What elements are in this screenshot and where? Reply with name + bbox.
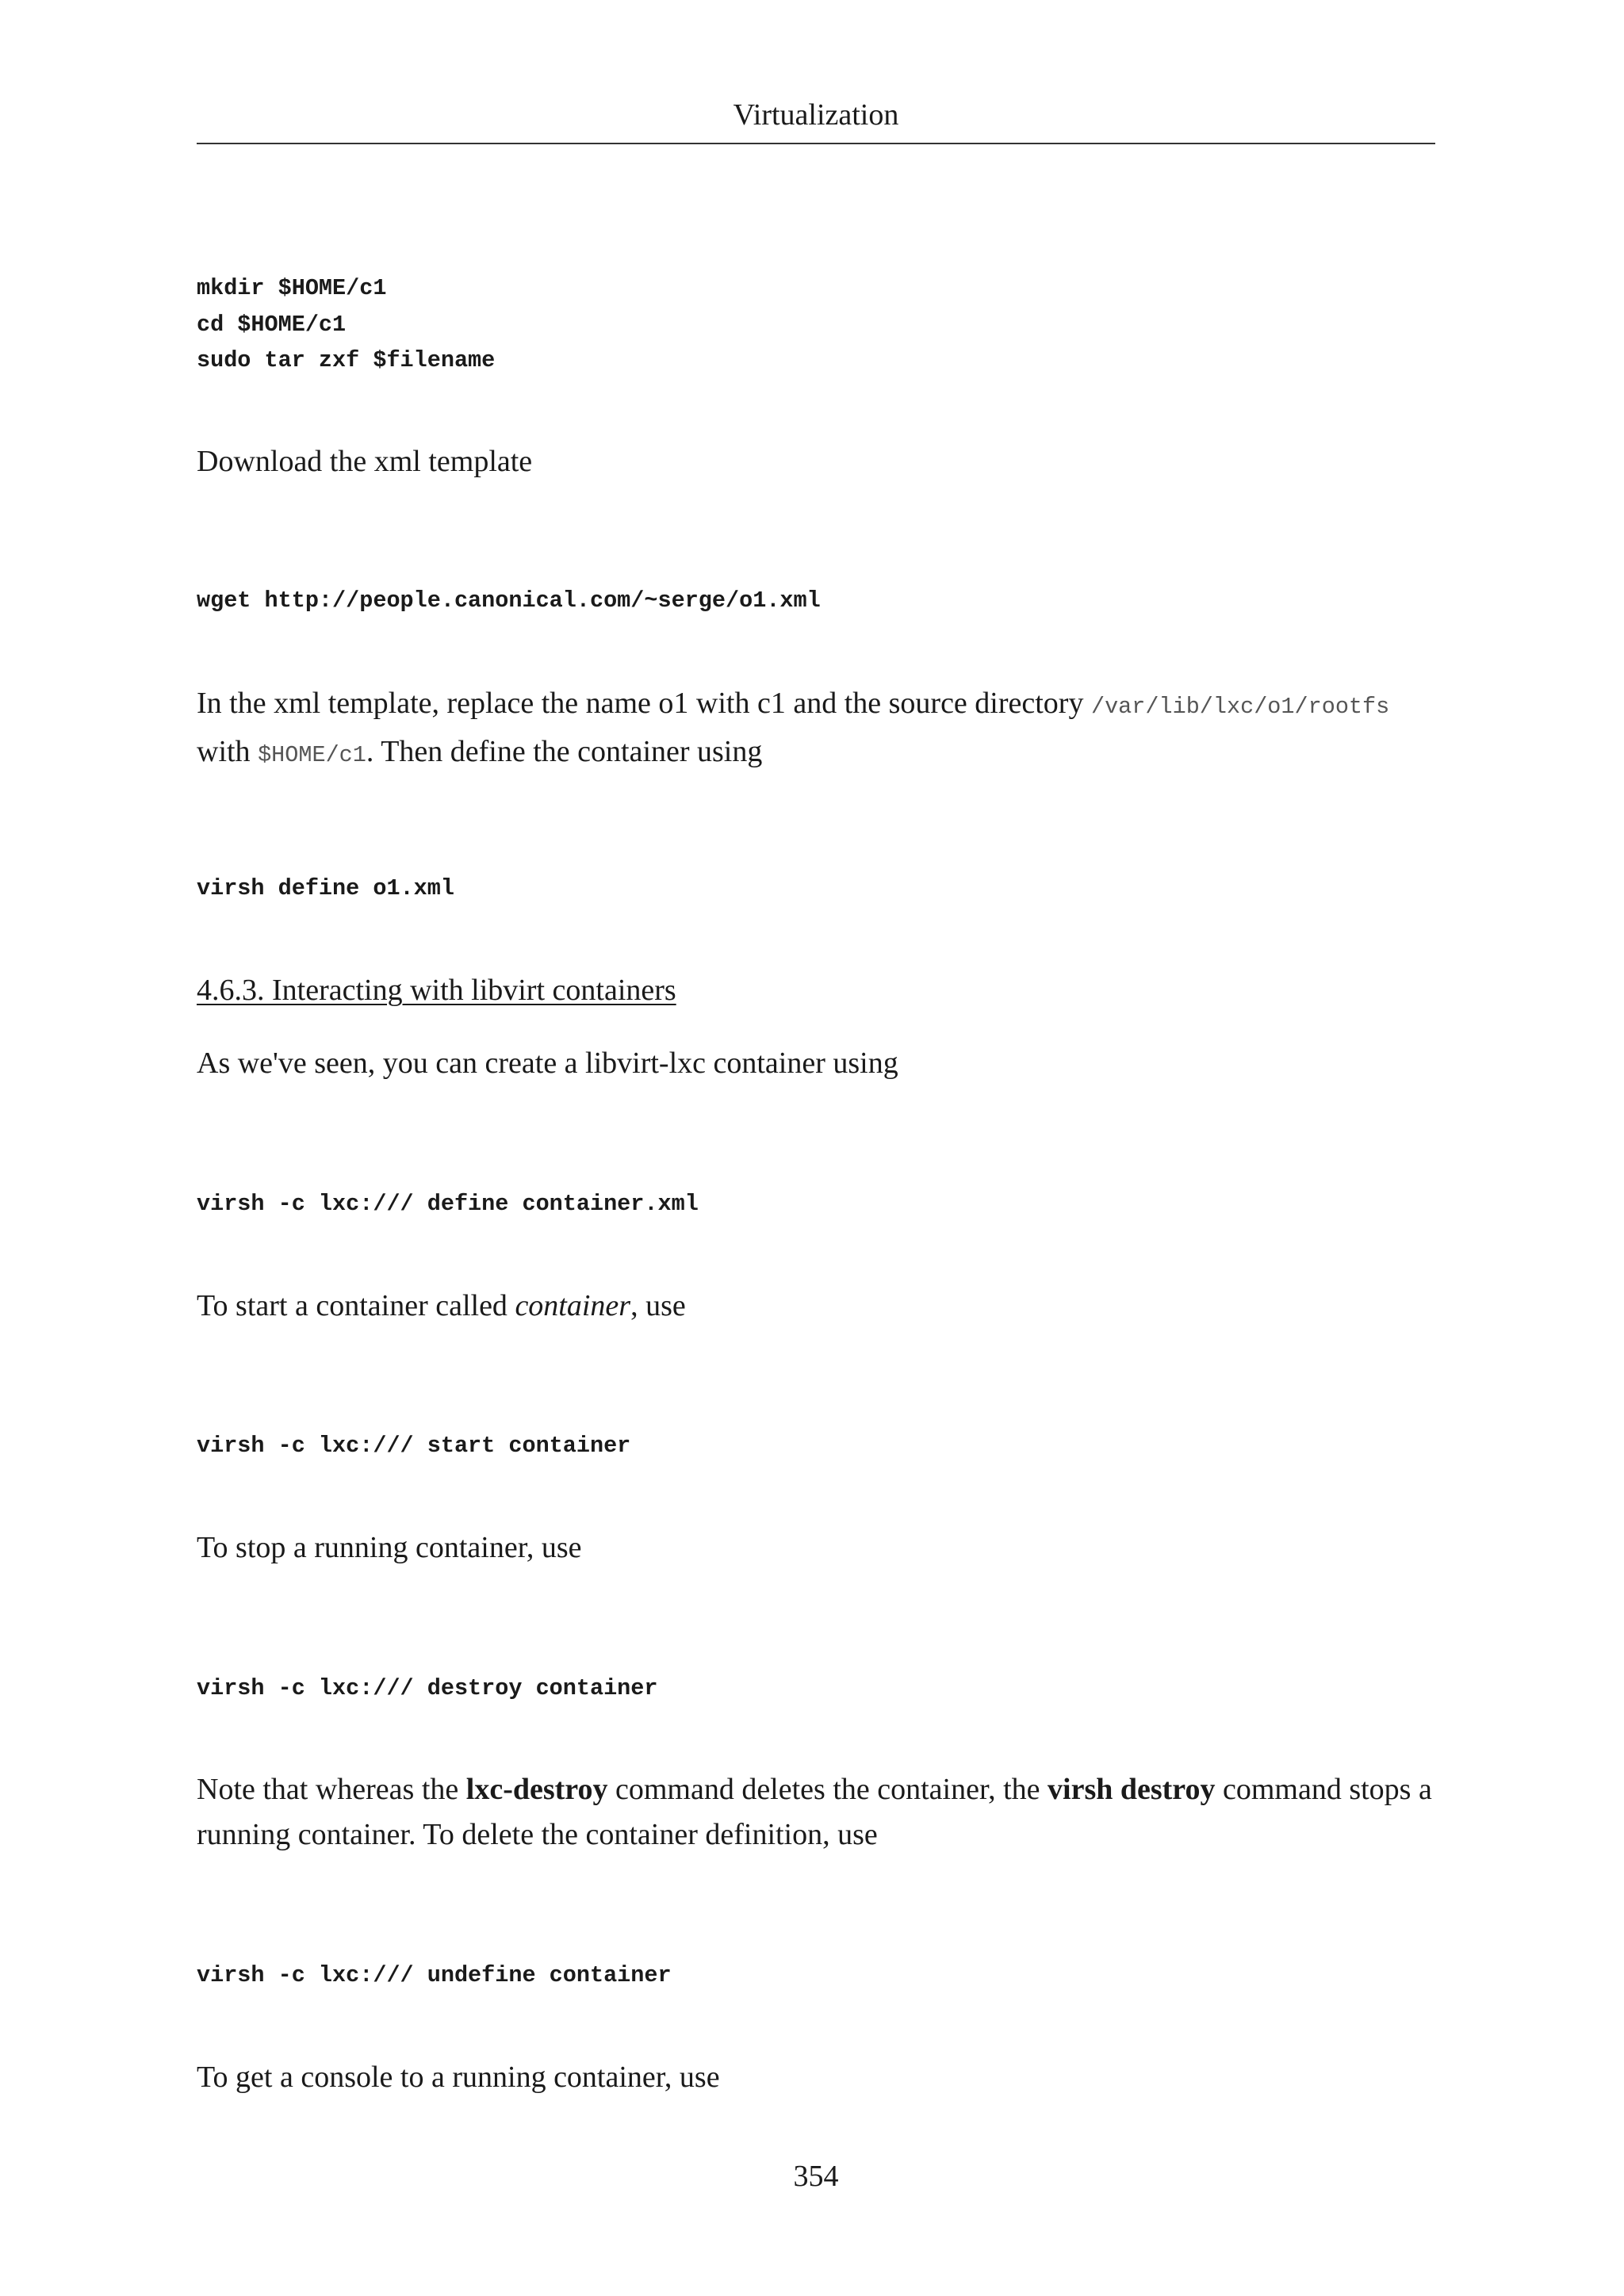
text-run: command deletes the container, the: [607, 1773, 1048, 1806]
text-run: . Then define the container using: [366, 735, 763, 768]
code-block-define-container: virsh -c lxc:/// define container.xml: [197, 1191, 699, 1217]
section-heading: 4.6.3. Interacting with libvirt containers: [197, 974, 676, 1007]
inline-code-home-path: $HOME/c1: [258, 742, 366, 768]
paragraph-stop-container: To stop a running container, use: [197, 1531, 582, 1564]
code-block-define-o1: virsh define o1.xml: [197, 875, 454, 901]
header-rule: [197, 143, 1435, 144]
text-run: In the xml template, replace the name o1 with c1 and the source directory: [197, 687, 1091, 720]
command-virsh-destroy: virsh destroy: [1048, 1773, 1216, 1806]
text-run: Note that whereas the: [197, 1773, 466, 1806]
paragraph-note: [197, 1767, 1435, 1858]
paragraph-create-container: As we've seen, you can create a libvirt-lxc container using: [197, 1047, 898, 1080]
page-number: 354: [793, 2160, 839, 2193]
code-line: mkdir $HOME/c1: [197, 275, 387, 301]
code-block-start: virsh -c lxc:/// start container: [197, 1433, 631, 1459]
text-run: command stops a running container. To delete the container definition, use: [197, 1773, 1432, 1851]
text-run: with: [197, 735, 259, 768]
code-line: sudo tar zxf $filename: [197, 347, 496, 373]
code-line: cd $HOME/c1: [197, 311, 347, 338]
paragraph-replace-template: [197, 681, 1435, 778]
text-run: To start a container called: [197, 1289, 515, 1322]
paragraph-console: To get a console to a running container, use: [197, 2061, 720, 2094]
running-header: Virtualization: [733, 98, 899, 132]
code-block-wget: wget http://people.canonical.com/~serge/o1.xml: [197, 587, 821, 614]
code-block-extract: [197, 270, 1435, 379]
text-run: , use: [630, 1289, 686, 1322]
emphasis-container: container: [515, 1289, 631, 1322]
paragraph-start-container: [197, 1284, 1435, 1329]
code-block-undefine: virsh -c lxc:/// undefine container: [197, 1962, 672, 1988]
code-block-destroy: virsh -c lxc:/// destroy container: [197, 1675, 658, 1701]
command-lxc-destroy: lxc-destroy: [465, 1773, 608, 1806]
paragraph-download: Download the xml template: [197, 445, 533, 478]
inline-code-rootfs-path: /var/lib/lxc/o1/rootfs: [1090, 694, 1390, 720]
